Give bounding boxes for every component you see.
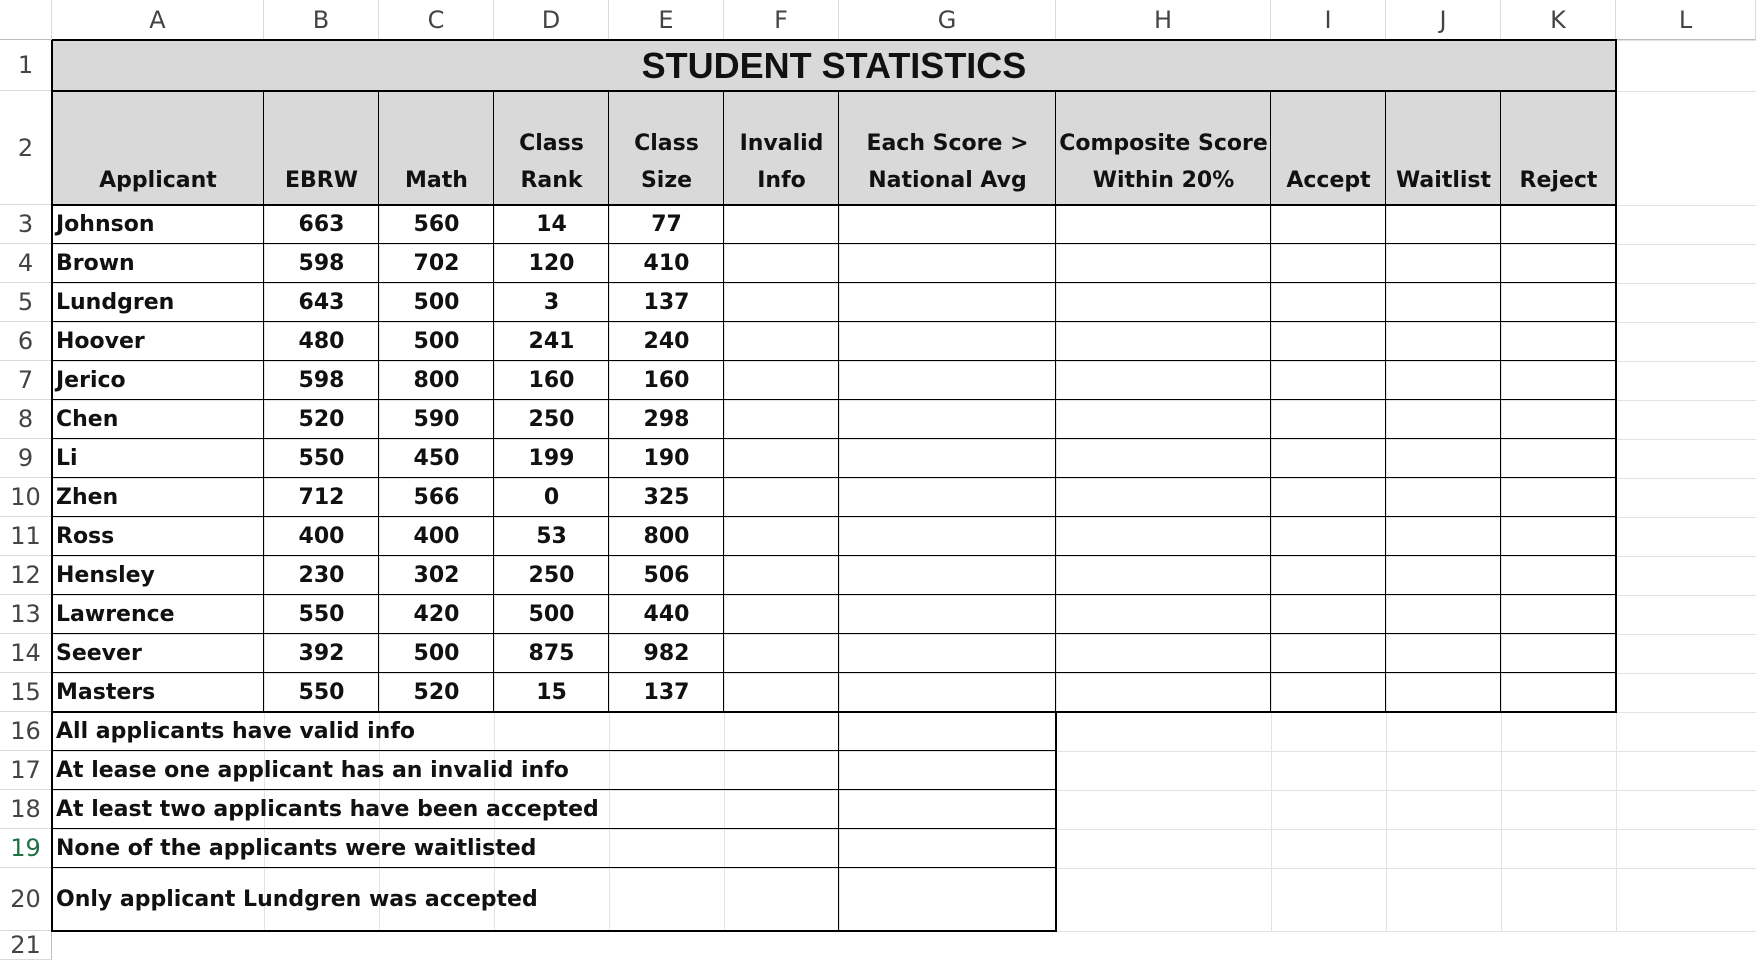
empty-cell[interactable]: [1386, 517, 1501, 556]
row-header-6[interactable]: 6: [0, 322, 52, 361]
score-cell[interactable]: 550: [298, 446, 345, 471]
applicant-name[interactable]: Hoover: [56, 329, 145, 354]
row-header-21[interactable]: 21: [0, 931, 52, 960]
border-line: [52, 360, 1617, 361]
row-header-16[interactable]: 16: [0, 712, 52, 751]
empty-cell[interactable]: [1501, 517, 1616, 556]
empty-cell[interactable]: [839, 517, 1056, 556]
empty-cell[interactable]: [1056, 400, 1271, 439]
score-cell[interactable]: 120: [528, 251, 575, 276]
border-line: [52, 282, 1617, 283]
score-cell[interactable]: 77: [651, 212, 682, 237]
column-header-B[interactable]: B: [264, 0, 379, 40]
score-cell[interactable]: 241: [528, 329, 575, 354]
row-header-13[interactable]: 13: [0, 595, 52, 634]
border-line: [1270, 91, 1271, 713]
empty-cell[interactable]: [1056, 517, 1271, 556]
empty-cell[interactable]: [1271, 439, 1386, 478]
statement-answer-cell[interactable]: [839, 712, 1056, 751]
applicant-name[interactable]: Hensley: [56, 563, 155, 588]
empty-cell[interactable]: [839, 595, 1056, 634]
empty-cell[interactable]: [839, 556, 1056, 595]
empty-cell[interactable]: [724, 322, 839, 361]
empty-cell[interactable]: [1271, 478, 1386, 517]
column-header-F[interactable]: F: [724, 0, 839, 40]
row-header-9[interactable]: 9: [0, 439, 52, 478]
empty-cell[interactable]: [1501, 439, 1616, 478]
empty-cell[interactable]: [1056, 478, 1271, 517]
score-cell[interactable]: 500: [528, 602, 575, 627]
score-cell[interactable]: 325: [643, 485, 690, 510]
score-cell[interactable]: 590: [413, 407, 460, 432]
border-line: [52, 750, 1057, 751]
score-cell[interactable]: 800: [643, 524, 690, 549]
score-cell[interactable]: 598: [298, 368, 345, 393]
border-line: [838, 91, 839, 713]
statement-answer-cell[interactable]: [839, 868, 1056, 931]
header-composite-score-within-20[interactable]: Composite Score Within 20%: [1056, 91, 1271, 205]
row-header-14[interactable]: 14: [0, 634, 52, 673]
score-cell[interactable]: 53: [536, 524, 567, 549]
border-line: [52, 555, 1617, 556]
border-line: [1055, 712, 1057, 932]
applicant-name[interactable]: Johnson: [56, 212, 155, 237]
score-cell[interactable]: 982: [643, 641, 690, 666]
border-line: [608, 91, 609, 713]
column-header-H[interactable]: H: [1056, 0, 1271, 40]
select-all-corner[interactable]: [0, 0, 52, 40]
empty-cell[interactable]: [1056, 361, 1271, 400]
row-header-17[interactable]: 17: [0, 751, 52, 790]
row-header-11[interactable]: 11: [0, 517, 52, 556]
empty-cell[interactable]: [724, 283, 839, 322]
border-line: [52, 633, 1617, 634]
empty-cell[interactable]: [1271, 556, 1386, 595]
border-line: [263, 91, 264, 713]
empty-cell[interactable]: [1386, 322, 1501, 361]
score-cell[interactable]: 550: [298, 602, 345, 627]
header-reject[interactable]: Reject: [1501, 91, 1616, 205]
column-header-G[interactable]: G: [839, 0, 1056, 40]
applicant-name[interactable]: Li: [56, 446, 78, 471]
score-cell[interactable]: 302: [413, 563, 460, 588]
border-line: [52, 90, 1617, 92]
empty-cell[interactable]: [724, 361, 839, 400]
applicant-name[interactable]: Zhen: [56, 485, 119, 510]
empty-cell[interactable]: [1056, 283, 1271, 322]
applicant-name[interactable]: Chen: [56, 407, 119, 432]
row-header-1[interactable]: 1: [0, 40, 52, 91]
score-cell[interactable]: 500: [413, 641, 460, 666]
empty-cell[interactable]: [839, 322, 1056, 361]
empty-cell[interactable]: [1271, 244, 1386, 283]
border-line: [52, 516, 1617, 517]
empty-cell[interactable]: [839, 283, 1056, 322]
score-cell[interactable]: 137: [643, 290, 690, 315]
empty-cell[interactable]: [839, 400, 1056, 439]
border-line: [52, 321, 1617, 322]
row-header-8[interactable]: 8: [0, 400, 52, 439]
empty-cell[interactable]: [724, 244, 839, 283]
score-cell[interactable]: 480: [298, 329, 345, 354]
statement-text[interactable]: All applicants have valid info: [56, 719, 416, 744]
applicant-name[interactable]: Ross: [56, 524, 115, 549]
score-cell[interactable]: 190: [643, 446, 690, 471]
border-line: [52, 828, 1057, 829]
score-cell[interactable]: 520: [298, 407, 345, 432]
empty-cell[interactable]: [1386, 400, 1501, 439]
empty-cell[interactable]: [1386, 205, 1501, 244]
applicant-name[interactable]: Brown: [56, 251, 135, 276]
row-header-10[interactable]: 10: [0, 478, 52, 517]
score-cell[interactable]: 550: [298, 680, 345, 705]
column-header-C[interactable]: C: [379, 0, 494, 40]
empty-cell[interactable]: [1271, 322, 1386, 361]
border-line: [51, 40, 53, 92]
empty-cell[interactable]: [1386, 439, 1501, 478]
statement-answer-cell[interactable]: [839, 751, 1056, 790]
border-line: [838, 712, 839, 932]
statement-answer-cell[interactable]: [839, 829, 1056, 868]
empty-cell[interactable]: [724, 400, 839, 439]
border-line: [723, 91, 724, 713]
header-class-size[interactable]: Class Size: [609, 91, 724, 205]
border-line: [1055, 91, 1056, 713]
empty-cell[interactable]: [839, 439, 1056, 478]
border-line: [52, 39, 1617, 41]
border-line: [51, 712, 53, 932]
score-cell[interactable]: 137: [643, 680, 690, 705]
border-line: [51, 91, 53, 713]
empty-cell[interactable]: [724, 439, 839, 478]
empty-cell[interactable]: [1386, 595, 1501, 634]
empty-cell[interactable]: [1386, 556, 1501, 595]
row-header-15[interactable]: 15: [0, 673, 52, 712]
applicant-name[interactable]: Seever: [56, 641, 142, 666]
border-line: [52, 789, 1057, 790]
empty-cell[interactable]: [1271, 205, 1386, 244]
border-line: [52, 672, 1617, 673]
empty-cell[interactable]: [1386, 478, 1501, 517]
score-cell[interactable]: 598: [298, 251, 345, 276]
empty-cell[interactable]: [1501, 361, 1616, 400]
empty-cell[interactable]: [724, 556, 839, 595]
empty-cell[interactable]: [1501, 400, 1616, 439]
score-cell[interactable]: 500: [413, 290, 460, 315]
header-math[interactable]: Math: [379, 91, 494, 205]
border-line: [52, 438, 1617, 439]
statement-text[interactable]: Only applicant Lundgren was accepted: [56, 887, 538, 912]
border-line: [52, 204, 1617, 206]
score-cell[interactable]: 712: [298, 485, 345, 510]
empty-cell[interactable]: [839, 205, 1056, 244]
applicant-name[interactable]: Masters: [56, 680, 156, 705]
empty-cell[interactable]: [1386, 283, 1501, 322]
empty-cell[interactable]: [839, 244, 1056, 283]
score-cell[interactable]: 702: [413, 251, 460, 276]
row-header-19[interactable]: 19: [0, 829, 52, 868]
score-cell[interactable]: 400: [298, 524, 345, 549]
applicant-name[interactable]: Lundgren: [56, 290, 175, 315]
border-line: [378, 91, 379, 713]
statement-text[interactable]: At lease one applicant has an invalid info: [56, 758, 569, 783]
score-cell[interactable]: 199: [528, 446, 575, 471]
column-header-D[interactable]: D: [494, 0, 609, 40]
score-cell[interactable]: 160: [528, 368, 575, 393]
score-cell[interactable]: 643: [298, 290, 345, 315]
score-cell[interactable]: 800: [413, 368, 460, 393]
row-header-20[interactable]: 20: [0, 868, 52, 931]
border-line: [52, 243, 1617, 244]
empty-cell[interactable]: [1056, 244, 1271, 283]
empty-cell[interactable]: [1271, 361, 1386, 400]
score-cell[interactable]: 392: [298, 641, 345, 666]
border-line: [52, 594, 1617, 595]
score-cell[interactable]: 160: [643, 368, 690, 393]
empty-cell[interactable]: [724, 517, 839, 556]
empty-cell[interactable]: [1386, 673, 1501, 712]
sheet-title[interactable]: STUDENT STATISTICS: [52, 40, 1616, 91]
score-cell[interactable]: 3: [543, 290, 560, 315]
statement-text[interactable]: None of the applicants were waitlisted: [56, 836, 537, 861]
empty-cell[interactable]: [839, 634, 1056, 673]
header-each-score-national-avg[interactable]: Each Score > National Avg: [839, 91, 1056, 205]
column-header-L[interactable]: L: [1616, 0, 1756, 40]
score-cell[interactable]: 560: [413, 212, 460, 237]
row-header-4[interactable]: 4: [0, 244, 52, 283]
row-header-3[interactable]: 3: [0, 205, 52, 244]
border-line: [52, 711, 1617, 713]
score-cell[interactable]: 250: [528, 563, 575, 588]
empty-cell[interactable]: [724, 478, 839, 517]
score-cell[interactable]: 875: [528, 641, 575, 666]
score-cell[interactable]: 440: [643, 602, 690, 627]
applicant-name[interactable]: Lawrence: [56, 602, 175, 627]
row-header-5[interactable]: 5: [0, 283, 52, 322]
empty-cell[interactable]: [724, 634, 839, 673]
empty-cell[interactable]: [1271, 400, 1386, 439]
header-waitlist[interactable]: Waitlist: [1386, 91, 1501, 205]
empty-cell[interactable]: [1386, 361, 1501, 400]
score-cell[interactable]: 663: [298, 212, 345, 237]
empty-cell[interactable]: [1501, 556, 1616, 595]
border-line: [493, 91, 494, 713]
row-header-2[interactable]: 2: [0, 91, 52, 205]
column-header-A[interactable]: A: [52, 0, 264, 40]
border-line: [1500, 91, 1501, 713]
header-ebrw[interactable]: EBRW: [264, 91, 379, 205]
empty-cell[interactable]: [1056, 556, 1271, 595]
empty-cell[interactable]: [1056, 439, 1271, 478]
column-header-J[interactable]: J: [1386, 0, 1501, 40]
empty-cell[interactable]: [1501, 478, 1616, 517]
empty-cell[interactable]: [1271, 595, 1386, 634]
empty-cell[interactable]: [1271, 673, 1386, 712]
column-header-I[interactable]: I: [1271, 0, 1386, 40]
empty-cell[interactable]: [1056, 673, 1271, 712]
score-cell[interactable]: 0: [543, 485, 560, 510]
score-cell[interactable]: 450: [413, 446, 460, 471]
score-cell[interactable]: 400: [413, 524, 460, 549]
row-header-12[interactable]: 12: [0, 556, 52, 595]
statement-text[interactable]: At least two applicants have been accepted: [56, 797, 599, 822]
empty-cell[interactable]: [1501, 595, 1616, 634]
header-accept[interactable]: Accept: [1271, 91, 1386, 205]
empty-cell[interactable]: [1271, 634, 1386, 673]
empty-cell[interactable]: [1501, 634, 1616, 673]
column-header-K[interactable]: K: [1501, 0, 1616, 40]
score-cell[interactable]: 520: [413, 680, 460, 705]
score-cell[interactable]: 15: [536, 680, 567, 705]
score-cell[interactable]: 14: [536, 212, 567, 237]
border-line: [52, 399, 1617, 400]
empty-cell[interactable]: [1386, 634, 1501, 673]
empty-cell[interactable]: [1501, 283, 1616, 322]
row-header-7[interactable]: 7: [0, 361, 52, 400]
score-cell[interactable]: 250: [528, 407, 575, 432]
empty-cell[interactable]: [724, 205, 839, 244]
border-line: [52, 867, 1057, 868]
border-line: [52, 930, 1057, 932]
empty-cell[interactable]: [1271, 517, 1386, 556]
empty-cell[interactable]: [1501, 205, 1616, 244]
empty-cell[interactable]: [1501, 322, 1616, 361]
score-cell[interactable]: 240: [643, 329, 690, 354]
border-line: [1615, 91, 1617, 713]
empty-cell[interactable]: [1056, 322, 1271, 361]
empty-cell[interactable]: [1501, 673, 1616, 712]
statement-answer-cell[interactable]: [839, 790, 1056, 829]
border-line: [1385, 91, 1386, 713]
applicant-name[interactable]: Jerico: [56, 368, 126, 393]
header-invalid-info[interactable]: Invalid Info: [724, 91, 839, 205]
score-cell[interactable]: 230: [298, 563, 345, 588]
score-cell[interactable]: 500: [413, 329, 460, 354]
empty-cell[interactable]: [839, 361, 1056, 400]
score-cell[interactable]: 566: [413, 485, 460, 510]
empty-cell[interactable]: [724, 673, 839, 712]
score-cell[interactable]: 410: [643, 251, 690, 276]
empty-cell[interactable]: [1501, 244, 1616, 283]
empty-cell[interactable]: [1056, 595, 1271, 634]
score-cell[interactable]: 298: [643, 407, 690, 432]
border-line: [52, 477, 1617, 478]
empty-cell[interactable]: [839, 478, 1056, 517]
header-class-rank[interactable]: Class Rank: [494, 91, 609, 205]
empty-cell[interactable]: [1271, 283, 1386, 322]
column-header-E[interactable]: E: [609, 0, 724, 40]
score-cell[interactable]: 420: [413, 602, 460, 627]
empty-cell[interactable]: [1386, 244, 1501, 283]
row-header-18[interactable]: 18: [0, 790, 52, 829]
empty-cell[interactable]: [839, 673, 1056, 712]
empty-cell[interactable]: [1056, 634, 1271, 673]
empty-cell[interactable]: [1056, 205, 1271, 244]
border-line: [1615, 40, 1617, 92]
header-applicant[interactable]: Applicant: [52, 91, 264, 205]
score-cell[interactable]: 506: [643, 563, 690, 588]
empty-cell[interactable]: [724, 595, 839, 634]
